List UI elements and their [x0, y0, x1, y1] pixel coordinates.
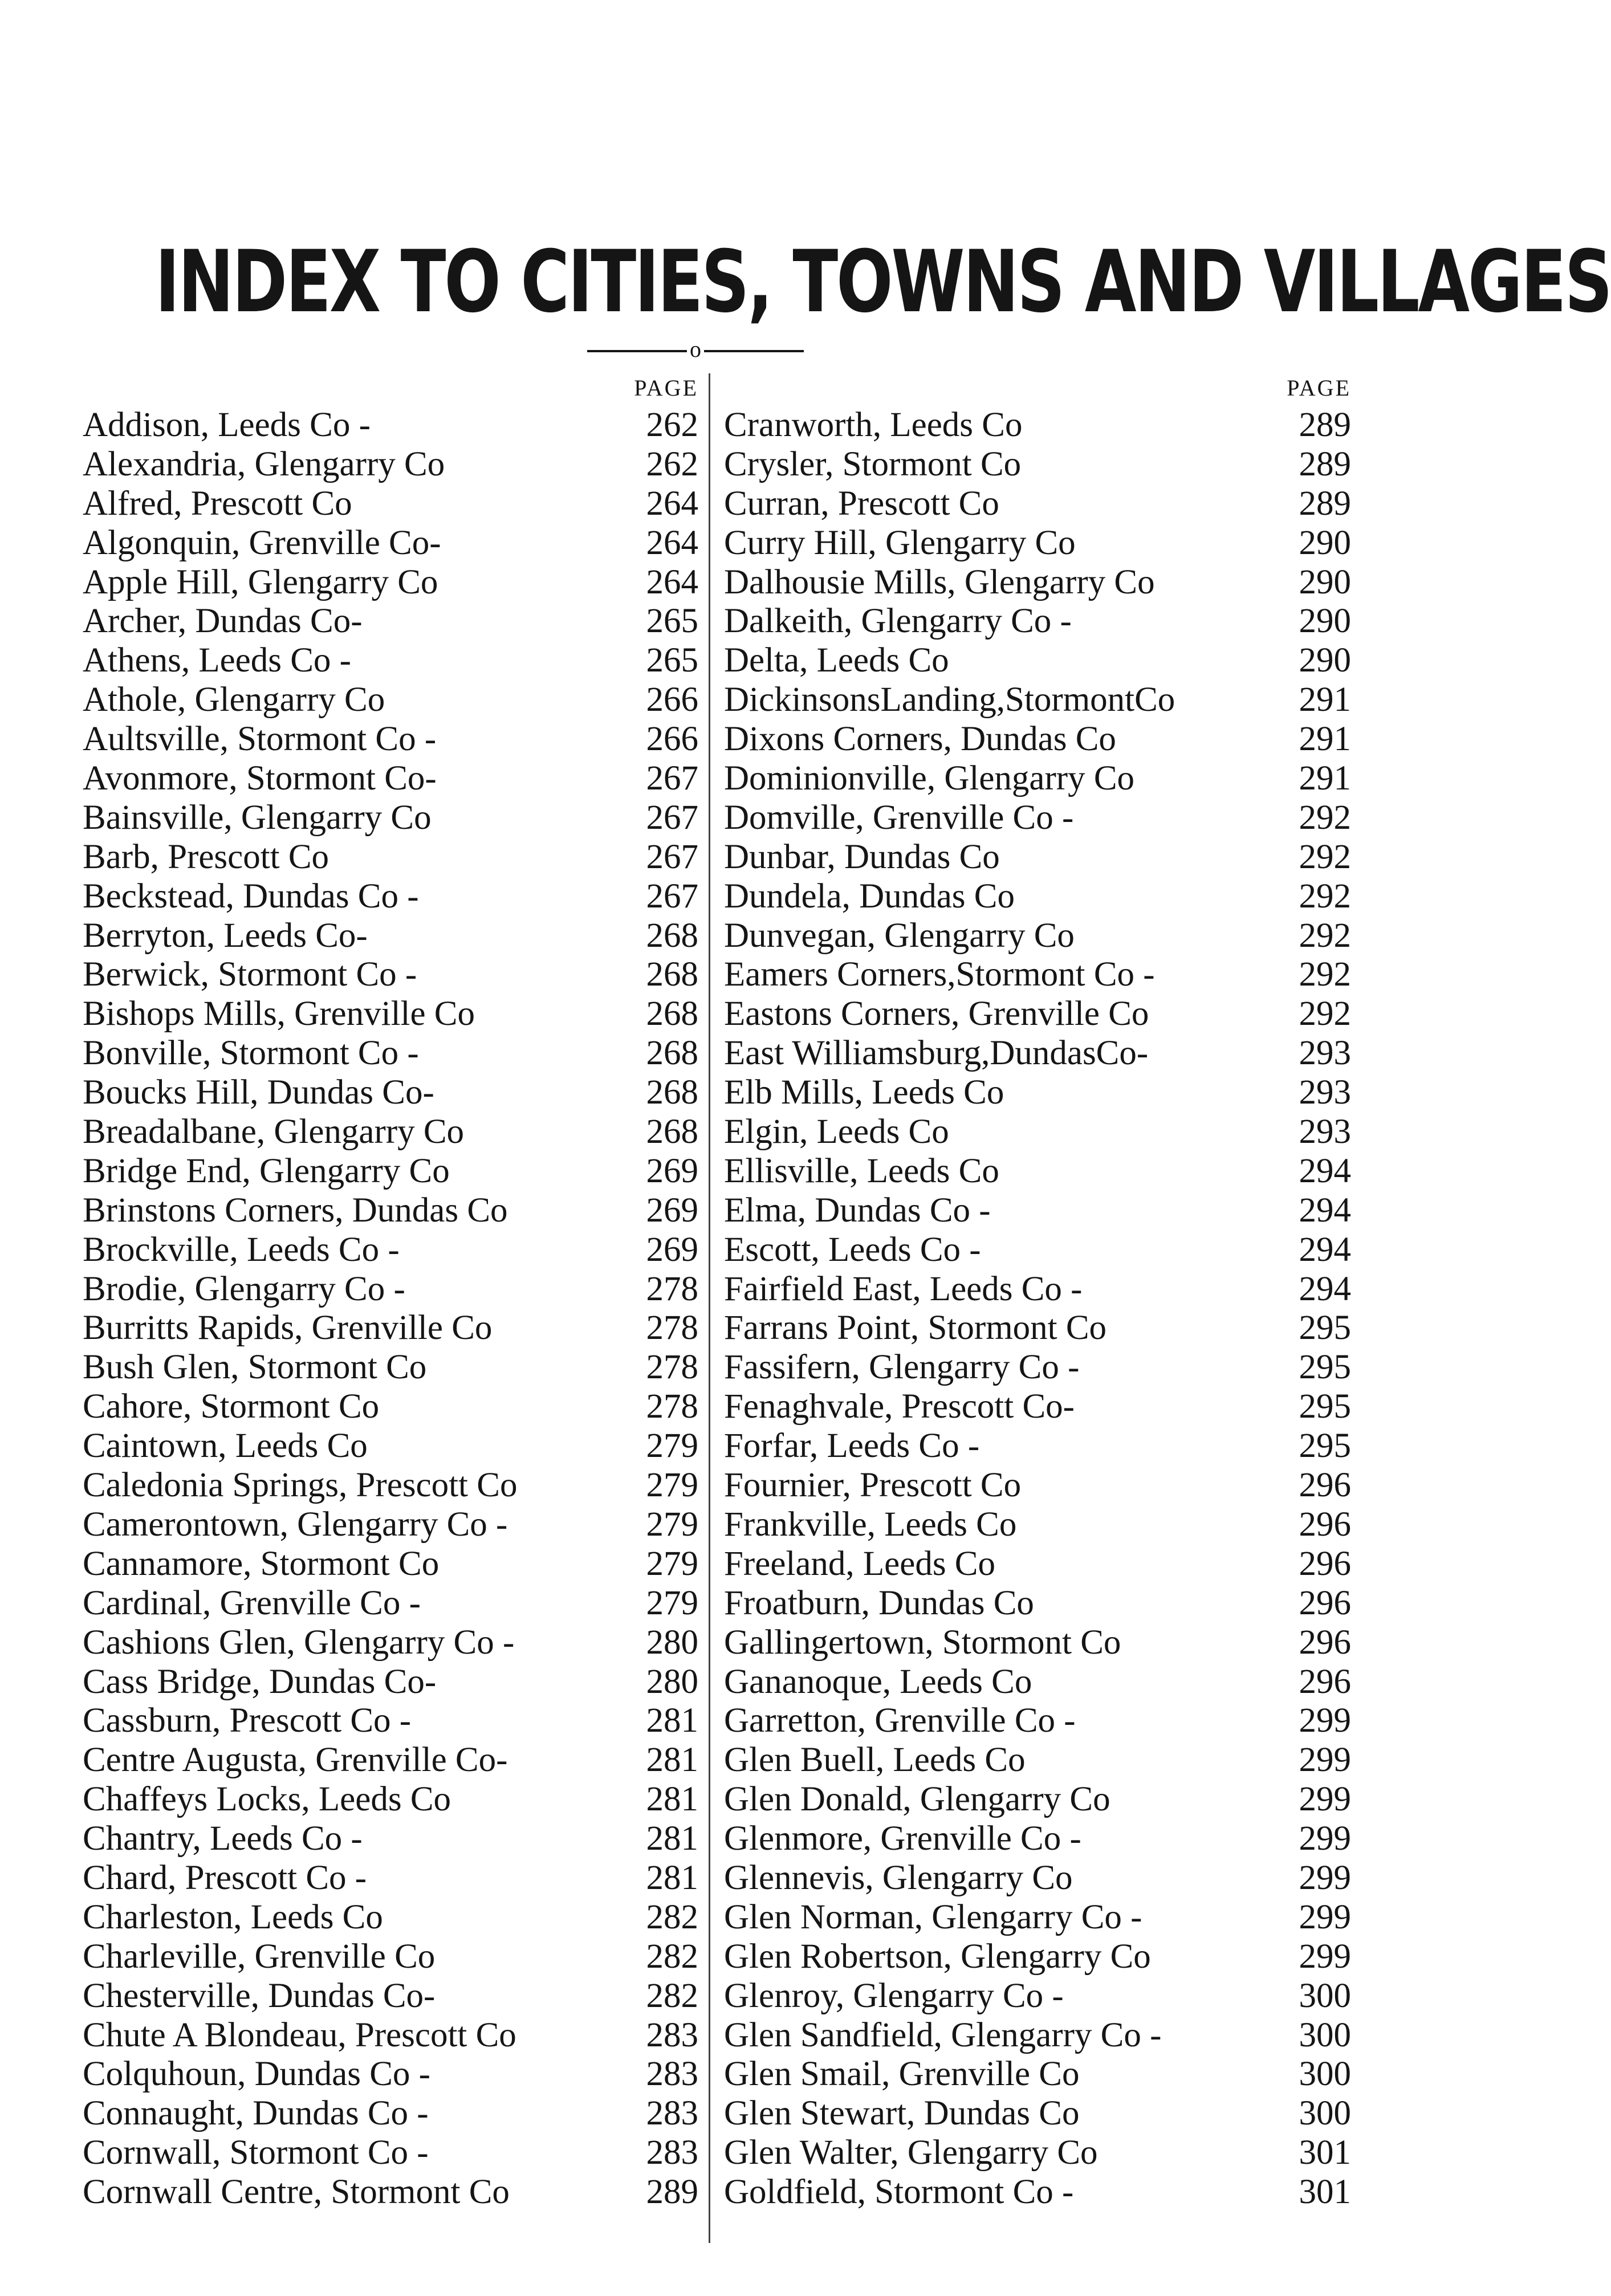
entry-place-name: Fenaghvale, Prescott Co- [724, 1387, 1075, 1426]
entry-page-number: 299 [1299, 1741, 1351, 1780]
index-entry [83, 1034, 698, 1073]
entry-place-name: Brodie, Glengarry Co - [83, 1269, 405, 1308]
index-entry [83, 1113, 698, 1152]
index-entry [724, 2094, 1351, 2134]
entry-place-name: Garretton, Grenville Co - [724, 1701, 1076, 1740]
index-entry [724, 2016, 1351, 2055]
entry-place-name: Eamers Corners,Stormont Co - [724, 955, 1155, 994]
entry-page-number: 296 [1299, 1662, 1351, 1701]
entry-page-number: 280 [646, 1623, 698, 1662]
entry-page-number: 292 [1299, 995, 1351, 1033]
entry-page-number: 295 [1299, 1348, 1351, 1387]
entry-place-name: Fassifern, Glengarry Co - [724, 1348, 1080, 1387]
entry-place-name: Chantry, Leeds Co - [83, 1819, 363, 1858]
index-entry [724, 1623, 1351, 1663]
entry-page-number: 293 [1299, 1113, 1351, 1151]
entry-place-name: Chard, Prescott Co - [83, 1858, 367, 1897]
entry-page-number: 290 [1299, 523, 1351, 562]
entry-place-name: Glennevis, Glengarry Co [724, 1858, 1073, 1897]
entry-page-number: 278 [646, 1269, 698, 1308]
entry-page-number: 267 [646, 877, 698, 915]
entry-place-name: Breadalbane, Glengarry Co [83, 1113, 465, 1151]
index-entry [724, 1348, 1351, 1387]
entry-page-number: 265 [646, 602, 698, 641]
index-entry [724, 1113, 1351, 1152]
index-entry [83, 1073, 698, 1113]
entry-place-name: Glenroy, Glengarry Co - [724, 1976, 1064, 2015]
index-entry [724, 1034, 1351, 1073]
entry-place-name: Boucks Hill, Dundas Co- [83, 1073, 434, 1112]
page-title: INDEX TO CITIES, TOWNS AND VILLAGES [154, 233, 1611, 332]
entry-page-number: 283 [646, 2134, 698, 2172]
entry-place-name: Glen Buell, Leeds Co [724, 1741, 1026, 1780]
entry-page-number: 281 [646, 1780, 698, 1819]
separator-line-right [704, 350, 804, 352]
index-entry [724, 759, 1351, 799]
index-entry [724, 1584, 1351, 1623]
entry-page-number: 266 [646, 681, 698, 719]
index-entry [724, 406, 1351, 445]
entry-place-name: Dominionville, Glengarry Co [724, 759, 1135, 798]
right-page-header: PAGE [1287, 375, 1351, 401]
entry-page-number: 269 [646, 1230, 698, 1269]
entry-place-name: Curry Hill, Glengarry Co [724, 523, 1076, 562]
index-entry [83, 1545, 698, 1584]
index-entry [83, 1663, 698, 1702]
entry-place-name: Ellisville, Leeds Co [724, 1151, 999, 1190]
index-entry [724, 681, 1351, 720]
index-entry [83, 759, 698, 799]
index-entry [724, 1152, 1351, 1191]
entry-page-number: 281 [646, 1741, 698, 1780]
index-entry [724, 1977, 1351, 2016]
entry-place-name: Fairfield East, Leeds Co - [724, 1269, 1083, 1308]
index-entry [83, 1191, 698, 1231]
entry-place-name: Avonmore, Stormont Co- [83, 759, 437, 798]
entry-place-name: Connaught, Dundas Co - [83, 2094, 429, 2133]
entry-place-name: Caintown, Leeds Co [83, 1427, 368, 1465]
entry-place-name: Glen Stewart, Dundas Co [724, 2094, 1080, 2133]
index-entry [724, 1270, 1351, 1309]
entry-page-number: 267 [646, 798, 698, 837]
entry-page-number: 268 [646, 995, 698, 1033]
entry-page-number: 293 [1299, 1073, 1351, 1112]
entry-page-number: 268 [646, 955, 698, 994]
entry-place-name: Dixons Corners, Dundas Co [724, 720, 1116, 759]
entry-page-number: 292 [1299, 798, 1351, 837]
entry-place-name: Dunbar, Dundas Co [724, 837, 1000, 876]
index-entry [83, 1780, 698, 1819]
entry-place-name: Cahore, Stormont Co [83, 1387, 380, 1426]
entry-page-number: 278 [646, 1387, 698, 1426]
entry-place-name: Archer, Dundas Co- [83, 602, 363, 641]
entry-place-name: Chaffeys Locks, Leeds Co [83, 1780, 451, 1819]
index-entry [83, 681, 698, 720]
entry-place-name: Fournier, Prescott Co [724, 1466, 1022, 1505]
entry-place-name: Froatburn, Dundas Co [724, 1583, 1034, 1622]
entry-page-number: 289 [1299, 484, 1351, 523]
entry-place-name: Caledonia Springs, Prescott Co [83, 1466, 518, 1505]
index-entry [83, 720, 698, 759]
entry-page-number: 269 [646, 1191, 698, 1230]
entry-place-name: East Williamsburg,DundasCo- [724, 1034, 1149, 1073]
entry-page-number: 281 [646, 1858, 698, 1897]
entry-page-number: 279 [646, 1427, 698, 1465]
entry-page-number: 292 [1299, 837, 1351, 876]
entry-page-number: 268 [646, 1073, 698, 1112]
entry-page-number: 300 [1299, 2016, 1351, 2054]
entry-page-number: 294 [1299, 1151, 1351, 1190]
index-entry [724, 955, 1351, 995]
index-entry [83, 838, 698, 877]
entry-place-name: Cornwall, Stormont Co - [83, 2134, 429, 2172]
index-entry [83, 1741, 698, 1780]
entry-place-name: Dalkeith, Glengarry Co - [724, 602, 1072, 641]
entry-page-number: 296 [1299, 1505, 1351, 1544]
entry-place-name: Cassburn, Prescott Co - [83, 1701, 412, 1740]
index-entry [83, 1309, 698, 1348]
entry-place-name: Elgin, Leeds Co [724, 1113, 949, 1151]
index-entry [724, 1387, 1351, 1427]
index-entry [83, 563, 698, 603]
entry-page-number: 279 [646, 1505, 698, 1544]
index-entry [83, 1348, 698, 1387]
index-entry [724, 1741, 1351, 1780]
entry-place-name: Bonville, Stormont Co - [83, 1034, 419, 1073]
index-entry [724, 445, 1351, 485]
index-entry [83, 1505, 698, 1545]
entry-place-name: Alexandria, Glengarry Co [83, 445, 445, 483]
entry-page-number: 264 [646, 523, 698, 562]
entry-place-name: Colquhoun, Dundas Co - [83, 2055, 430, 2094]
index-entry [83, 2094, 698, 2134]
entry-place-name: Apple Hill, Glengarry Co [83, 563, 438, 601]
index-entry [83, 799, 698, 838]
index-entry [724, 799, 1351, 838]
entry-place-name: Berryton, Leeds Co- [83, 916, 368, 955]
entry-page-number: 295 [1299, 1309, 1351, 1348]
entry-page-number: 279 [646, 1583, 698, 1622]
entry-page-number: 299 [1299, 1780, 1351, 1819]
index-entry [724, 995, 1351, 1034]
entry-place-name: Beckstead, Dundas Co - [83, 877, 419, 915]
index-entry [83, 1427, 698, 1466]
entry-page-number: 268 [646, 916, 698, 955]
index-entry [83, 877, 698, 917]
entry-place-name: Curran, Prescott Co [724, 484, 999, 523]
entry-page-number: 290 [1299, 641, 1351, 680]
entry-place-name: Cass Bridge, Dundas Co- [83, 1662, 437, 1701]
entry-place-name: Glen Donald, Glengarry Co [724, 1780, 1110, 1819]
entry-page-number: 278 [646, 1348, 698, 1387]
entry-place-name: Gallingertown, Stormont Co [724, 1623, 1121, 1662]
entry-place-name: Crysler, Stormont Co [724, 445, 1022, 483]
entry-page-number: 296 [1299, 1544, 1351, 1583]
entry-page-number: 299 [1299, 1898, 1351, 1936]
entry-place-name: Addison, Leeds Co - [83, 406, 371, 444]
entry-page-number: 300 [1299, 1976, 1351, 2015]
entry-place-name: Elb Mills, Leeds Co [724, 1073, 1004, 1112]
entry-place-name: Berwick, Stormont Co - [83, 955, 417, 994]
index-entry [724, 1898, 1351, 1937]
entry-page-number: 294 [1299, 1191, 1351, 1230]
entry-page-number: 266 [646, 720, 698, 759]
entry-place-name: Cashions Glen, Glengarry Co - [83, 1623, 515, 1662]
entry-page-number: 264 [646, 563, 698, 601]
entry-page-number: 293 [1299, 1034, 1351, 1073]
entry-page-number: 268 [646, 1113, 698, 1151]
index-entry [724, 1231, 1351, 1270]
index-entry [724, 1505, 1351, 1545]
index-entry [83, 1231, 698, 1270]
entry-place-name: Athens, Leeds Co - [83, 641, 351, 680]
entry-place-name: Cannamore, Stormont Co [83, 1544, 440, 1583]
entry-place-name: Algonquin, Grenville Co- [83, 523, 441, 562]
index-entry [724, 1466, 1351, 1505]
index-entry [724, 1701, 1351, 1741]
entry-page-number: 294 [1299, 1230, 1351, 1269]
index-entry [724, 563, 1351, 603]
entry-place-name: Dalhousie Mills, Glengarry Co [724, 563, 1155, 601]
index-entry [724, 877, 1351, 917]
entry-page-number: 291 [1299, 720, 1351, 759]
entry-page-number: 264 [646, 484, 698, 523]
index-entry [724, 838, 1351, 877]
index-entry [83, 995, 698, 1034]
entry-place-name: Glen Sandfield, Glengarry Co - [724, 2016, 1162, 2054]
index-entry [83, 1387, 698, 1427]
index-entry [83, 1584, 698, 1623]
entry-place-name: Glenmore, Grenville Co - [724, 1819, 1081, 1858]
index-entry [724, 524, 1351, 563]
index-entry [83, 1937, 698, 1977]
entry-page-number: 280 [646, 1662, 698, 1701]
entry-place-name: Bush Glen, Stormont Co [83, 1348, 427, 1387]
entry-page-number: 290 [1299, 563, 1351, 601]
index-entry [83, 1701, 698, 1741]
left-index-list [83, 406, 698, 2212]
entry-page-number: 278 [646, 1309, 698, 1348]
entry-page-number: 299 [1299, 1819, 1351, 1858]
entry-page-number: 283 [646, 2055, 698, 2094]
index-entry [83, 1270, 698, 1309]
entry-page-number: 267 [646, 837, 698, 876]
entry-page-number: 282 [646, 1976, 698, 2015]
entry-place-name: Brinstons Corners, Dundas Co [83, 1191, 508, 1230]
entry-place-name: Athole, Glengarry Co [83, 681, 385, 719]
entry-page-number: 294 [1299, 1269, 1351, 1308]
index-entry [724, 1819, 1351, 1859]
entry-place-name: Bishops Mills, Grenville Co [83, 995, 475, 1033]
entry-page-number: 292 [1299, 916, 1351, 955]
entry-place-name: Forfar, Leeds Co - [724, 1427, 980, 1465]
entry-place-name: Escott, Leeds Co - [724, 1230, 981, 1269]
right-column [724, 371, 1351, 2212]
index-entry [724, 1780, 1351, 1819]
entry-place-name: Chesterville, Dundas Co- [83, 1976, 436, 2015]
entry-page-number: 290 [1299, 602, 1351, 641]
index-entry [724, 1073, 1351, 1113]
index-entry [83, 2016, 698, 2055]
index-entry [724, 720, 1351, 759]
index-entry [83, 524, 698, 563]
index-entry [83, 917, 698, 956]
title-separator [587, 336, 804, 363]
entry-page-number: 300 [1299, 2055, 1351, 2094]
index-entry [83, 445, 698, 485]
entry-page-number: 301 [1299, 2173, 1351, 2212]
entry-page-number: 279 [646, 1466, 698, 1505]
entry-place-name: Glen Norman, Glengarry Co - [724, 1898, 1142, 1936]
index-entry [83, 1859, 698, 1898]
entry-place-name: Gananoque, Leeds Co [724, 1662, 1032, 1701]
index-entry [724, 1545, 1351, 1584]
index-entry [724, 1859, 1351, 1898]
entry-page-number: 267 [646, 759, 698, 798]
entry-place-name: Frankville, Leeds Co [724, 1505, 1017, 1544]
entry-place-name: Charleston, Leeds Co [83, 1898, 383, 1936]
index-entry [724, 1663, 1351, 1702]
index-entry [724, 1191, 1351, 1231]
entry-page-number: 279 [646, 1544, 698, 1583]
index-entry [83, 1623, 698, 1663]
entry-place-name: Charleville, Grenville Co [83, 1937, 436, 1976]
index-entry [724, 1937, 1351, 1977]
separator-mark: o [690, 336, 701, 362]
entry-page-number: 299 [1299, 1701, 1351, 1740]
entry-page-number: 301 [1299, 2134, 1351, 2172]
index-entry [83, 1819, 698, 1859]
entry-page-number: 289 [1299, 406, 1351, 444]
entry-place-name: Chute A Blondeau, Prescott Co [83, 2016, 516, 2054]
entry-place-name: Burritts Rapids, Grenville Co [83, 1309, 493, 1348]
column-divider [709, 373, 710, 2243]
entry-page-number: 282 [646, 1898, 698, 1936]
entry-page-number: 281 [646, 1701, 698, 1740]
index-entry [83, 406, 698, 445]
index-entry [724, 917, 1351, 956]
entry-page-number: 299 [1299, 1937, 1351, 1976]
index-entry [83, 1466, 698, 1505]
index-entry [724, 2173, 1351, 2212]
entry-page-number: 289 [646, 2173, 698, 2212]
entry-place-name: Dunvegan, Glengarry Co [724, 916, 1075, 955]
entry-place-name: Brockville, Leeds Co - [83, 1230, 400, 1269]
index-entry [83, 2134, 698, 2173]
entry-place-name: Cranworth, Leeds Co [724, 406, 1023, 444]
entry-page-number: 296 [1299, 1623, 1351, 1662]
entry-page-number: 282 [646, 1937, 698, 1976]
separator-line-left [587, 350, 687, 352]
entry-page-number: 269 [646, 1151, 698, 1190]
index-entry [83, 641, 698, 681]
entry-place-name: Aultsville, Stormont Co - [83, 720, 437, 759]
entry-place-name: Bridge End, Glengarry Co [83, 1151, 450, 1190]
entry-place-name: Dundela, Dundas Co [724, 877, 1015, 915]
index-entry [724, 485, 1351, 524]
index-entry [724, 641, 1351, 681]
entry-page-number: 283 [646, 2094, 698, 2133]
index-entry [83, 1152, 698, 1191]
entry-place-name: Bainsville, Glengarry Co [83, 798, 432, 837]
entry-page-number: 289 [1299, 445, 1351, 483]
left-page-header: PAGE [634, 375, 698, 401]
index-entry [724, 1309, 1351, 1348]
index-entry [83, 2173, 698, 2212]
entry-page-number: 291 [1299, 759, 1351, 798]
entry-page-number: 292 [1299, 955, 1351, 994]
index-entry [724, 2055, 1351, 2094]
index-entry [83, 1898, 698, 1937]
left-column [83, 371, 698, 2212]
entry-place-name: Eastons Corners, Grenville Co [724, 995, 1149, 1033]
entry-place-name: Freeland, Leeds Co [724, 1544, 995, 1583]
entry-place-name: Domville, Grenville Co - [724, 798, 1074, 837]
entry-page-number: 292 [1299, 877, 1351, 915]
entry-place-name: DickinsonsLanding,StormontCo [724, 681, 1175, 719]
entry-place-name: Camerontown, Glengarry Co - [83, 1505, 508, 1544]
right-index-list [724, 406, 1351, 2212]
entry-place-name: Glen Walter, Glengarry Co [724, 2134, 1098, 2172]
entry-place-name: Elma, Dundas Co - [724, 1191, 991, 1230]
entry-place-name: Farrans Point, Stormont Co [724, 1309, 1107, 1348]
entry-place-name: Glen Smail, Grenville Co [724, 2055, 1080, 2094]
entry-page-number: 265 [646, 641, 698, 680]
index-entry [724, 602, 1351, 641]
entry-page-number: 268 [646, 1034, 698, 1073]
entry-page-number: 296 [1299, 1466, 1351, 1505]
entry-place-name: Delta, Leeds Co [724, 641, 949, 680]
entry-page-number: 283 [646, 2016, 698, 2054]
entry-page-number: 262 [646, 445, 698, 483]
entry-place-name: Cardinal, Grenville Co - [83, 1583, 421, 1622]
entry-page-number: 295 [1299, 1387, 1351, 1426]
index-entry [83, 485, 698, 524]
index-entry [83, 955, 698, 995]
entry-place-name: Cornwall Centre, Stormont Co [83, 2173, 510, 2212]
entry-page-number: 295 [1299, 1427, 1351, 1465]
entry-page-number: 296 [1299, 1583, 1351, 1622]
entry-place-name: Centre Augusta, Grenville Co- [83, 1741, 508, 1780]
index-entry [83, 1977, 698, 2016]
index-entry [724, 2134, 1351, 2173]
entry-page-number: 299 [1299, 1858, 1351, 1897]
entry-place-name: Glen Robertson, Glengarry Co [724, 1937, 1151, 1976]
index-entry [83, 602, 698, 641]
entry-page-number: 291 [1299, 681, 1351, 719]
entry-place-name: Alfred, Prescott Co [83, 484, 352, 523]
index-entry [724, 1427, 1351, 1466]
entry-page-number: 262 [646, 406, 698, 444]
entry-page-number: 300 [1299, 2094, 1351, 2133]
index-entry [83, 2055, 698, 2094]
entry-place-name: Goldfield, Stormont Co - [724, 2173, 1074, 2212]
entry-page-number: 281 [646, 1819, 698, 1858]
entry-place-name: Barb, Prescott Co [83, 837, 329, 876]
